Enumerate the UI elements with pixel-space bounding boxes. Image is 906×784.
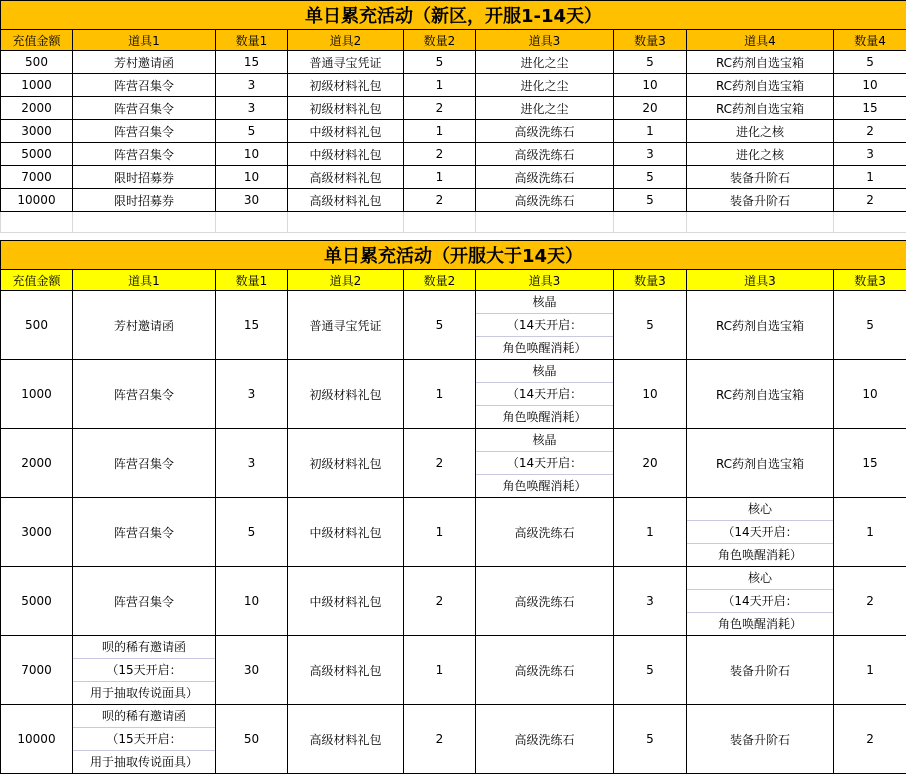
table-cell: 3: [834, 143, 906, 166]
table-cell: 3: [614, 567, 687, 636]
table-cell: 1: [834, 166, 906, 189]
table-row: [1, 189, 906, 212]
table-cell: 高级洗练石: [476, 143, 614, 166]
cell-line: 角色唤醒消耗）: [717, 548, 802, 562]
new-server-recharge-table: [0, 0, 906, 233]
table-cell: 5: [404, 291, 476, 360]
table-cell: 5: [614, 189, 687, 212]
header-cell: 道具1: [73, 30, 216, 51]
table-row: [1, 567, 906, 636]
table-cell: 进化之核: [687, 120, 834, 143]
table-cell: 5: [834, 291, 906, 360]
table-row: [1, 97, 906, 120]
table-cell: [476, 291, 614, 360]
table-cell: 高级材料礼包: [288, 705, 404, 774]
table-cell: 3: [216, 360, 288, 429]
table-cell: 7000: [1, 636, 73, 705]
cell-line: 角色唤醒消耗）: [717, 617, 802, 631]
table-cell: 进化之核: [687, 143, 834, 166]
table-row: [1, 166, 906, 189]
table-cell: 高级洗练石: [476, 120, 614, 143]
table-cell: 装备升阶石: [687, 166, 834, 189]
table-row: [1, 120, 906, 143]
table-row: [1, 636, 906, 705]
table-cell: [73, 705, 216, 774]
table-row: [1, 429, 906, 498]
table-cell: 装备升阶石: [687, 636, 834, 705]
header-cell: 数量1: [216, 30, 288, 51]
cell-line: （14天开启：: [687, 590, 833, 613]
table-cell: 高级洗练石: [476, 189, 614, 212]
table-cell: 5000: [1, 567, 73, 636]
header-cell: 数量1: [216, 270, 288, 291]
table-cell: 1: [614, 120, 687, 143]
table-cell: 阵营召集令: [73, 120, 216, 143]
table-cell: 5: [404, 51, 476, 74]
table-cell: 进化之尘: [476, 51, 614, 74]
table-cell: [687, 567, 834, 636]
header-cell: 数量3: [834, 270, 906, 291]
table2-title: 单日累充活动（开服大于14天）: [1, 241, 906, 270]
header-cell: 道具3: [476, 270, 614, 291]
table-cell: 30: [216, 189, 288, 212]
table-cell: 5: [614, 636, 687, 705]
table-cell: 1: [404, 498, 476, 567]
table-cell: 7000: [1, 166, 73, 189]
table-cell: 10: [216, 143, 288, 166]
table-cell: 初级材料礼包: [288, 97, 404, 120]
table-cell: 10: [834, 74, 906, 97]
table-cell: 1: [834, 498, 906, 567]
table-cell: 2: [834, 120, 906, 143]
cell-line: （14天开启：: [476, 452, 613, 475]
cell-line: 核心: [687, 567, 833, 590]
table-cell: 限时招募券: [73, 189, 216, 212]
header-cell: 充值金额: [1, 30, 73, 51]
cell-line: 呗的稀有邀请函: [73, 705, 215, 728]
table-cell: 进化之尘: [476, 97, 614, 120]
table-cell: 1: [614, 498, 687, 567]
established-server-recharge-table: [0, 240, 906, 774]
header-cell: 数量2: [404, 30, 476, 51]
table-cell: 5: [614, 166, 687, 189]
header-cell: 道具2: [288, 30, 404, 51]
header-cell: 道具1: [73, 270, 216, 291]
table-cell: 阵营召集令: [73, 74, 216, 97]
cell-line: 核晶: [476, 291, 613, 314]
table-cell: 20: [614, 97, 687, 120]
table-cell: 1000: [1, 74, 73, 97]
table-cell: 中级材料礼包: [288, 143, 404, 166]
table-cell: 2: [834, 705, 906, 774]
table-cell: 1: [404, 636, 476, 705]
cell-line: （15天开启：: [73, 728, 215, 751]
table-row: [1, 74, 906, 97]
table-cell: 2000: [1, 97, 73, 120]
header-cell: 数量3: [614, 30, 687, 51]
table-cell: 2: [404, 705, 476, 774]
table-cell: 15: [834, 429, 906, 498]
cell-line: 核心: [687, 498, 833, 521]
table-cell: 高级材料礼包: [288, 189, 404, 212]
table-cell: 普通寻宝凭证: [288, 51, 404, 74]
cell-line: 用于抽取传说面具）: [89, 755, 198, 769]
table-cell: 20: [614, 429, 687, 498]
table1-body: [1, 51, 906, 212]
table-cell: 高级洗练石: [476, 567, 614, 636]
table-cell: 高级材料礼包: [288, 166, 404, 189]
table-cell: 阵营召集令: [73, 498, 216, 567]
cell-line: （14天开启：: [687, 521, 833, 544]
table-cell: [476, 360, 614, 429]
table-cell: RC药剂自选宝箱: [687, 360, 834, 429]
table-cell: 3: [216, 97, 288, 120]
table-cell: 3: [216, 429, 288, 498]
table-cell: 10000: [1, 705, 73, 774]
table-cell: 芳村邀请函: [73, 291, 216, 360]
table-cell: 高级洗练石: [476, 705, 614, 774]
table1-header-row: [1, 30, 906, 51]
table-cell: 装备升阶石: [687, 189, 834, 212]
table-cell: 5: [834, 51, 906, 74]
table-cell: 阵营召集令: [73, 143, 216, 166]
table-cell: 中级材料礼包: [288, 120, 404, 143]
header-cell: 道具3: [687, 270, 834, 291]
table-cell: [73, 636, 216, 705]
header-cell: 数量2: [404, 270, 476, 291]
table-cell: RC药剂自选宝箱: [687, 74, 834, 97]
table-row: [1, 51, 906, 74]
table-cell: 10: [834, 360, 906, 429]
header-cell: 充值金额: [1, 270, 73, 291]
table-cell: 1000: [1, 360, 73, 429]
table-cell: 2: [404, 97, 476, 120]
cell-line: （15天开启：: [73, 659, 215, 682]
table-cell: 2000: [1, 429, 73, 498]
table-cell: RC药剂自选宝箱: [687, 291, 834, 360]
table-cell: 5000: [1, 143, 73, 166]
table2-header-row: [1, 270, 906, 291]
table-cell: 普通寻宝凭证: [288, 291, 404, 360]
header-cell: 数量3: [614, 270, 687, 291]
cell-line: （14天开启：: [476, 383, 613, 406]
header-cell: 道具3: [476, 30, 614, 51]
cell-line: 角色唤醒消耗）: [502, 341, 587, 355]
table-cell: 阵营召集令: [73, 429, 216, 498]
table-cell: 15: [834, 97, 906, 120]
table-cell: 10: [216, 166, 288, 189]
table-cell: 进化之尘: [476, 74, 614, 97]
table-cell: 2: [404, 567, 476, 636]
table-cell: 高级洗练石: [476, 166, 614, 189]
table-cell: 5: [614, 51, 687, 74]
cell-line: 用于抽取传说面具）: [89, 686, 198, 700]
table-cell: 限时招募券: [73, 166, 216, 189]
table-cell: 500: [1, 51, 73, 74]
table-row: [1, 360, 906, 429]
table-cell: 3000: [1, 498, 73, 567]
table-cell: 装备升阶石: [687, 705, 834, 774]
table-cell: 2: [834, 189, 906, 212]
table-cell: 3: [614, 143, 687, 166]
table-cell: [476, 429, 614, 498]
header-cell: 道具2: [288, 270, 404, 291]
table-cell: 15: [216, 291, 288, 360]
table-cell: RC药剂自选宝箱: [687, 51, 834, 74]
table-cell: 中级材料礼包: [288, 567, 404, 636]
table-cell: 10: [216, 567, 288, 636]
table-cell: 1: [404, 360, 476, 429]
table-cell: 15: [216, 51, 288, 74]
table-cell: 50: [216, 705, 288, 774]
table-row: [1, 291, 906, 360]
table-cell: 高级洗练石: [476, 498, 614, 567]
table-cell: 2: [404, 189, 476, 212]
table-cell: 高级材料礼包: [288, 636, 404, 705]
table-cell: RC药剂自选宝箱: [687, 429, 834, 498]
table-cell: 高级洗练石: [476, 636, 614, 705]
header-cell: 数量4: [834, 30, 906, 51]
table-row: [1, 705, 906, 774]
cell-line: 核晶: [476, 360, 613, 383]
table-cell: 2: [834, 567, 906, 636]
table-cell: 中级材料礼包: [288, 498, 404, 567]
table-cell: 阵营召集令: [73, 567, 216, 636]
table-cell: 1: [834, 636, 906, 705]
table-cell: 1: [404, 166, 476, 189]
table-cell: 初级材料礼包: [288, 74, 404, 97]
table-cell: [687, 498, 834, 567]
table-row: [1, 498, 906, 567]
table-cell: 阵营召集令: [73, 97, 216, 120]
table-cell: 芳村邀请函: [73, 51, 216, 74]
table-cell: 3000: [1, 120, 73, 143]
cell-line: 角色唤醒消耗）: [502, 410, 587, 424]
table-cell: 2: [404, 143, 476, 166]
cell-line: 核晶: [476, 429, 613, 452]
table-cell: 初级材料礼包: [288, 360, 404, 429]
table-cell: 5: [614, 291, 687, 360]
table-cell: 500: [1, 291, 73, 360]
table-cell: 30: [216, 636, 288, 705]
table-row: [1, 143, 906, 166]
table2-body: [1, 291, 906, 774]
table-cell: 3: [216, 74, 288, 97]
table-cell: 阵营召集令: [73, 360, 216, 429]
table1-title: 单日累充活动（新区，开服1-14天）: [1, 1, 906, 30]
table-cell: 1: [404, 120, 476, 143]
table-cell: 5: [614, 705, 687, 774]
table-cell: 10: [614, 74, 687, 97]
table-cell: 1: [404, 74, 476, 97]
cell-line: 角色唤醒消耗）: [502, 479, 587, 493]
table-cell: 2: [404, 429, 476, 498]
cell-line: 呗的稀有邀请函: [73, 636, 215, 659]
table-cell: RC药剂自选宝箱: [687, 97, 834, 120]
table-cell: 5: [216, 498, 288, 567]
cell-line: （14天开启：: [476, 314, 613, 337]
spacer-row: [1, 212, 906, 233]
table-cell: 5: [216, 120, 288, 143]
header-cell: 道具4: [687, 30, 834, 51]
table-cell: 10: [614, 360, 687, 429]
table-cell: 10000: [1, 189, 73, 212]
table-cell: 初级材料礼包: [288, 429, 404, 498]
